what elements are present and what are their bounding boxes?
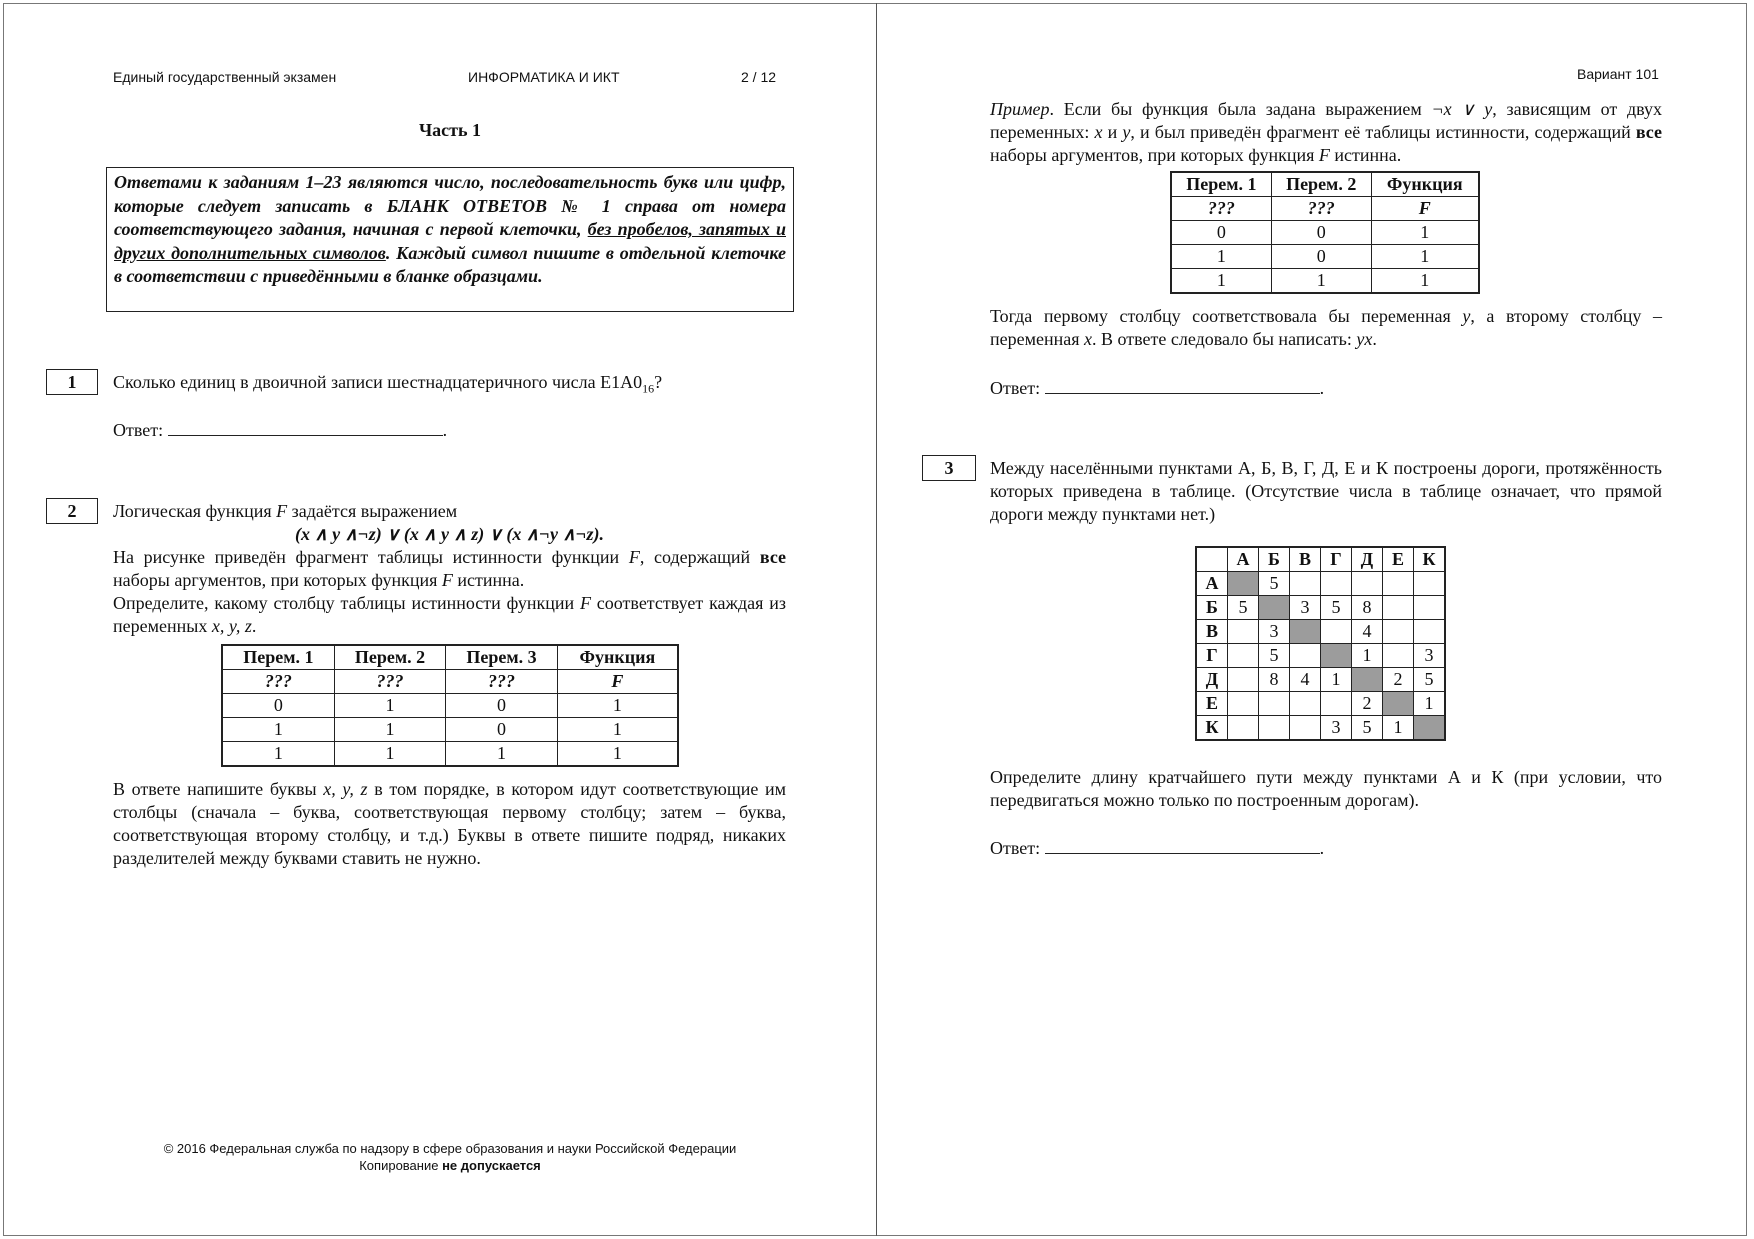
table-cell: 5: [1321, 596, 1352, 620]
question-3-text: Между населёнными пунктами А, Б, В, Г, Д, Е и К построены дороги, протяжённость которых приведена в таблице. (Отсутствие числа в таблице означает, что прямой дороги между пунктами нет.): [990, 458, 1662, 524]
table-cell: 0: [1271, 221, 1371, 245]
table-cell: [1414, 596, 1446, 620]
instructions-box: [106, 167, 794, 312]
table-header: Функция: [557, 645, 678, 670]
part-title: Часть 1: [418, 120, 482, 140]
table-cell: [1259, 716, 1290, 741]
q1-answer-label: Ответ:: [113, 420, 164, 440]
table-header-row: [222, 645, 678, 670]
table-cell: ???: [1271, 197, 1371, 221]
question-3-question: Определите длину кратчайшего пути между пунктами А и К (при условии, что передвигаться можно только по построенным дорогам).: [990, 767, 1662, 810]
table-cell: [1228, 716, 1259, 741]
q1-text: Сколько единиц в двоичной записи шестнадцатеричного числа E1A0: [113, 372, 643, 392]
table-cell: 1: [557, 718, 678, 742]
table-cell: 1: [1171, 269, 1271, 294]
table-header: Перем. 1: [222, 645, 334, 670]
q1-answer-field[interactable]: [168, 419, 443, 436]
footer-copy-notice: Копирование не допускается: [359, 1158, 541, 1173]
table-cell: 1: [222, 718, 334, 742]
table-row: [1196, 692, 1445, 716]
q2-intro: Логическая функция F задаётся выражением: [113, 501, 458, 521]
question-3-number: 3: [922, 455, 976, 481]
table-cell: [1414, 716, 1446, 741]
footer: [0, 1140, 900, 1174]
table-cell: 1: [557, 742, 678, 767]
table-cell: [1321, 692, 1352, 716]
roads-table: [1195, 546, 1446, 741]
table-cell: [1290, 644, 1321, 668]
table-cell: 2: [1352, 692, 1383, 716]
table-cell: [1414, 620, 1446, 644]
table-cell: 5: [1228, 596, 1259, 620]
table-cell: ???: [1171, 197, 1271, 221]
table-cell: [1290, 620, 1321, 644]
table-cell: 1: [1171, 245, 1271, 269]
footer-copyright: © 2016 Федеральная служба по надзору в сфере образования и науки Российской Федерации: [163, 1141, 737, 1156]
table-cell: 8: [1259, 668, 1290, 692]
row-label: К: [1196, 716, 1228, 741]
table-cell: 8: [1352, 596, 1383, 620]
row-label: Е: [1196, 692, 1228, 716]
question-2-text: [113, 500, 786, 638]
question-1-number: 1: [46, 369, 98, 395]
instructions-text-b: . Каждый символ пишите в отдельной клеточке в соответствии с приведёнными в бланке образцами.: [114, 242, 786, 286]
table-cell: 3: [1414, 644, 1446, 668]
table-cell: 1: [222, 742, 334, 767]
example-answer: Ответ: .: [990, 378, 1325, 398]
table-cell: [1259, 596, 1290, 620]
table-header: Д: [1352, 547, 1383, 572]
question-3-answer: Ответ: .: [990, 838, 1325, 858]
table-header: Функция: [1371, 172, 1479, 197]
table-cell: [1321, 572, 1352, 596]
table-cell: F: [557, 670, 678, 694]
table-cell: [1383, 620, 1414, 644]
row-label: А: [1196, 572, 1228, 596]
table-row: [1196, 668, 1445, 692]
table-header: Е: [1383, 547, 1414, 572]
instructions-underlined: без пробелов, запятых и других дополнительных символов: [114, 219, 786, 263]
table-header: Перем. 2: [1271, 172, 1371, 197]
question-1-text: [113, 371, 662, 401]
table-header: Г: [1321, 547, 1352, 572]
question-2-number: 2: [46, 498, 98, 524]
table-cell: [1228, 692, 1259, 716]
q2-expression: (x ∧ y ∧¬z) ∨ (x ∧ y ∧ z) ∨ (x ∧¬y ∧¬z).: [294, 524, 605, 544]
table-cell: 1: [446, 742, 557, 767]
header-subject: ИНФОРМАТИКА И ИКТ: [468, 69, 620, 85]
table-cell: 1: [1371, 245, 1479, 269]
q3-answer-field[interactable]: [1045, 837, 1320, 854]
table-cell: 5: [1259, 572, 1290, 596]
table-symbol-row: [222, 670, 678, 694]
table-cell: 1: [1414, 692, 1446, 716]
table-row: [1196, 572, 1445, 596]
table-cell: 4: [1352, 620, 1383, 644]
table-cell: 1: [1383, 716, 1414, 741]
table-row: [222, 694, 678, 718]
table-cell: [1228, 644, 1259, 668]
table-row: [222, 718, 678, 742]
table-corner: [1196, 547, 1228, 572]
table-cell: 1: [334, 718, 445, 742]
table-header: К: [1414, 547, 1446, 572]
table-cell: [1290, 572, 1321, 596]
table-header-row: [1171, 172, 1479, 197]
table-cell: ???: [446, 670, 557, 694]
table-cell: [1352, 572, 1383, 596]
table-cell: 3: [1321, 716, 1352, 741]
question-1-answer: Ответ: .: [113, 420, 448, 440]
table-row: [1171, 269, 1479, 294]
table-cell: 1: [1271, 269, 1371, 294]
header-exam: Единый государственный экзамен: [113, 69, 337, 85]
table-row: [1196, 716, 1445, 741]
table-cell: ???: [334, 670, 445, 694]
table-cell: [1290, 692, 1321, 716]
table-cell: [1228, 620, 1259, 644]
table-cell: 1: [557, 694, 678, 718]
table-cell: ???: [222, 670, 334, 694]
table-cell: [1321, 644, 1352, 668]
table-row: [222, 742, 678, 767]
q2-para2: На рисунке приведён фрагмент таблицы истинности функции F, содержащий все наборы аргументов, при которых функция F истинна.: [113, 547, 787, 590]
table-cell: F: [1371, 197, 1479, 221]
table-header: А: [1228, 547, 1259, 572]
row-label: В: [1196, 620, 1228, 644]
q2-truth-table: [221, 644, 679, 767]
row-label: Г: [1196, 644, 1228, 668]
table-cell: [1414, 572, 1446, 596]
table-cell: 3: [1259, 620, 1290, 644]
table-cell: [1290, 716, 1321, 741]
table-cell: [1259, 692, 1290, 716]
table-symbol-row: [1171, 197, 1479, 221]
header-page-number: 2 / 12: [741, 69, 777, 85]
row-label: Д: [1196, 668, 1228, 692]
q2-para3: Определите, какому столбцу таблицы истинности функции F соответствует каждая из переменных x, y, z.: [113, 593, 786, 636]
table-cell: 1: [1352, 644, 1383, 668]
table-cell: 1: [1371, 221, 1479, 245]
table-cell: 1: [334, 742, 445, 767]
table-cell: 5: [1414, 668, 1446, 692]
table-cell: 4: [1290, 668, 1321, 692]
table-cell: 5: [1259, 644, 1290, 668]
table-cell: 0: [222, 694, 334, 718]
page-divider: [876, 3, 877, 1236]
table-header: Перем. 3: [446, 645, 557, 670]
example-text: Пример. Если бы функция была задана выражением ¬x ∨ y, зависящим от двух переменных: x и y, и был приведён фрагмент её таблицы истинности, содержащий все наборы аргументов, при которых функция F истинна.: [990, 99, 1662, 165]
table-row: [1196, 620, 1445, 644]
table-row: [1196, 596, 1445, 620]
table-cell: [1383, 692, 1414, 716]
table-header: В: [1290, 547, 1321, 572]
table-cell: [1383, 644, 1414, 668]
table-header: Б: [1259, 547, 1290, 572]
table-cell: 5: [1352, 716, 1383, 741]
row-label: Б: [1196, 596, 1228, 620]
table-cell: [1383, 596, 1414, 620]
example-truth-table: [1170, 171, 1480, 294]
table-cell: [1321, 620, 1352, 644]
q2-outro: В ответе напишите буквы x, y, z в том порядке, в котором идут соответствующие им столбцы (сначала – буква, соответствующая первому столбцу; затем – буква, соответствующая второму столбцу, и т.д.) Буквы в ответе пишите подряд, никаких разделителей между буквами ставить не нужно.: [113, 779, 786, 868]
table-cell: [1228, 668, 1259, 692]
table-cell: [1352, 668, 1383, 692]
table-header-row: [1196, 547, 1445, 572]
instructions-text-a: Ответами к заданиям 1–23 являются число, последовательность букв или цифр, которые следует записать в БЛАНК ОТВЕТОВ № 1 справа от номера соответствующего задания, начиная с первой клеточки,: [114, 172, 786, 239]
table-cell: 0: [446, 718, 557, 742]
table-cell: 3: [1290, 596, 1321, 620]
table-cell: 0: [446, 694, 557, 718]
table-row: [1171, 221, 1479, 245]
table-row: [1196, 644, 1445, 668]
example-explanation: Тогда первому столбцу соответствовала бы переменная y, а второму столбцу – переменная x. В ответе следовало бы написать: yx.: [990, 306, 1662, 349]
table-cell: [1228, 572, 1259, 596]
table-cell: 2: [1383, 668, 1414, 692]
table-cell: [1383, 572, 1414, 596]
header-variant: Вариант 101: [1577, 66, 1659, 82]
table-cell: 1: [334, 694, 445, 718]
table-cell: 1: [1321, 668, 1352, 692]
table-cell: 0: [1171, 221, 1271, 245]
table-cell: 1: [1371, 269, 1479, 294]
table-header: Перем. 2: [334, 645, 445, 670]
table-row: [1171, 245, 1479, 269]
table-header: Перем. 1: [1171, 172, 1271, 197]
q1-subscript: 16: [642, 381, 655, 396]
example-answer-field[interactable]: [1045, 377, 1320, 394]
q1-suffix: ?: [654, 372, 663, 392]
table-cell: 0: [1271, 245, 1371, 269]
